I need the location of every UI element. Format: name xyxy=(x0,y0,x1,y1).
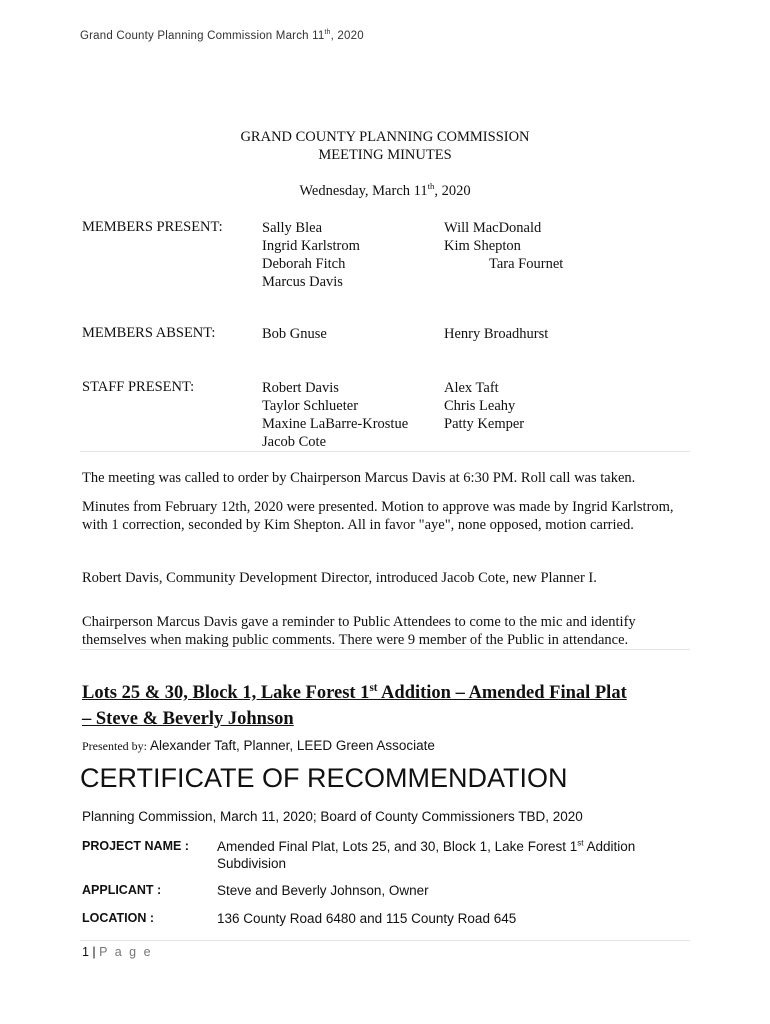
project-name-label: PROJECT NAME : xyxy=(82,839,189,853)
staff-name: Robert Davis xyxy=(262,380,339,396)
member-name: Sally Blea xyxy=(262,220,323,236)
location-label: LOCATION : xyxy=(82,911,154,925)
footer-divider xyxy=(80,940,690,941)
members-present-col2 xyxy=(444,219,563,273)
minutes-paragraph: Chairperson Marcus Davis gave a reminder to Public Attendees to come to the mic and identify themselves when making public comments. There were 9 member of the Public in attendance. xyxy=(82,614,636,648)
page-number: 1 xyxy=(82,945,89,959)
member-name: Tara Fournet xyxy=(489,256,564,272)
project-name-value: Amended Final Plat, Lots 25, and 30, Block 1, Lake Forest 1st Addition Subdivision xyxy=(217,838,636,871)
agenda-item-title-line2: – Steve & Beverly Johnson xyxy=(82,709,294,729)
minutes-paragraph: Robert Davis, Community Development Director, introduced Jacob Cote, new Planner I. xyxy=(82,570,597,586)
document-title: GRAND COUNTY PLANNING COMMISSION xyxy=(240,129,530,145)
meeting-date: Wednesday, March 11th, 2020 xyxy=(299,181,471,199)
location-value: 136 County Road 6480 and 115 County Road 645 xyxy=(217,911,517,926)
agenda-item-title: Lots 25 & 30, Block 1, Lake Forest 1st Addition – Amended Final Plat xyxy=(82,681,627,703)
members-present-label: MEMBERS PRESENT: xyxy=(82,219,223,235)
page-footer: 1 | P a g e xyxy=(82,945,153,959)
member-name: Bob Gnuse xyxy=(262,326,327,342)
staff-present-col1 xyxy=(262,379,408,451)
document-subtitle: MEETING MINUTES xyxy=(318,147,452,163)
staff-name: Maxine LaBarre-Krostue xyxy=(262,416,409,432)
running-header: Grand County Planning Commission March 11th, 2020 xyxy=(80,29,364,42)
section-divider xyxy=(80,649,690,650)
members-absent-col2 xyxy=(444,325,548,343)
staff-name: Taylor Schlueter xyxy=(262,398,359,414)
presented-by-value: Alexander Taft, Planner, LEED Green Associate xyxy=(150,738,435,753)
page-word: P a g e xyxy=(99,945,153,959)
presented-by-label: Presented by: xyxy=(82,739,150,753)
presented-by xyxy=(82,738,435,754)
certificate-heading: CERTIFICATE OF RECOMMENDATION xyxy=(80,763,568,793)
applicant-label: APPLICANT : xyxy=(82,883,162,897)
staff-name: Patty Kemper xyxy=(444,416,525,432)
members-absent-col1 xyxy=(262,325,327,343)
staff-present-col2 xyxy=(444,379,524,433)
member-name: Henry Broadhurst xyxy=(444,326,549,342)
staff-name: Alex Taft xyxy=(444,380,499,396)
members-present-col1 xyxy=(262,219,360,291)
staff-name: Jacob Cote xyxy=(262,434,327,450)
minutes-paragraph: The meeting was called to order by Chairperson Marcus Davis at 6:30 PM. Roll call was taken. xyxy=(82,470,636,486)
members-absent-label: MEMBERS ABSENT: xyxy=(82,325,216,341)
minutes-paragraph: Minutes from February 12th, 2020 were presented. Motion to approve was made by Ingrid Karlstrom, with 1 correction, seconded by Kim Shepton. All in favor "aye", none opposed, motion carried. xyxy=(82,499,674,533)
staff-present-label: STAFF PRESENT: xyxy=(82,379,195,395)
applicant-value: Steve and Beverly Johnson, Owner xyxy=(217,883,429,898)
member-name: Deborah Fitch xyxy=(262,256,346,272)
section-divider xyxy=(80,451,690,452)
member-name: Kim Shepton xyxy=(444,238,521,254)
member-name: Will MacDonald xyxy=(444,220,542,236)
certificate-subheading: Planning Commission, March 11, 2020; Board of County Commissioners TBD, 2020 xyxy=(82,809,583,824)
member-name: Ingrid Karlstrom xyxy=(262,238,360,254)
staff-name: Chris Leahy xyxy=(444,398,516,414)
member-name: Marcus Davis xyxy=(262,274,343,290)
